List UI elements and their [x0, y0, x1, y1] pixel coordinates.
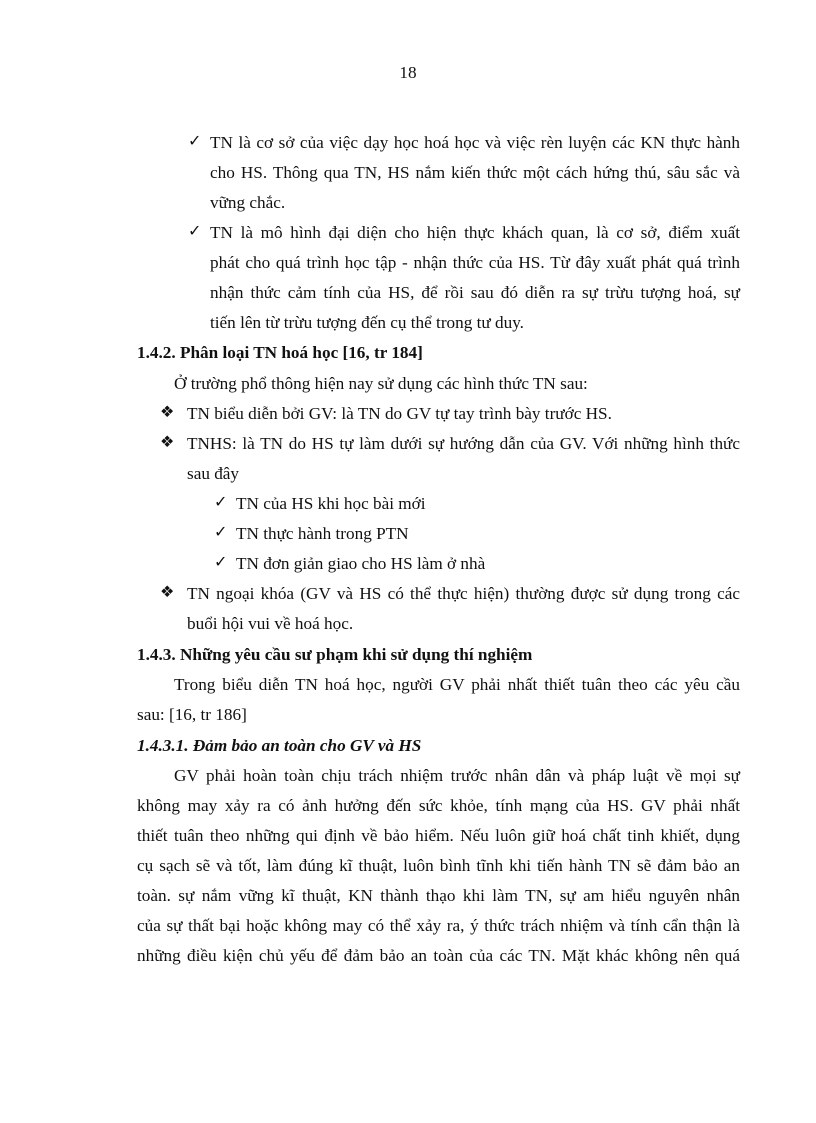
bullet-2-line-4: tiến lên từ trừu tượng đến cụ thể trong tư duy. — [210, 313, 524, 332]
checkmark-icon: ✓ — [188, 133, 202, 150]
diamond-item-2-line-2: sau đây — [187, 464, 240, 483]
sub-item-3: TN đơn giản giao cho HS làm ở nhà — [236, 554, 486, 573]
paragraph-line-1: GV phải hoàn toàn chịu trách nhiệm trước nhân dân và pháp luật về mọi sự — [174, 766, 740, 785]
bullet-1-line-1: TN là cơ sở của việc dạy học hoá học và việc rèn luyện các KN thực hành — [210, 133, 740, 152]
section-1-4-3-intro-line-1: Trong biểu diễn TN hoá học, người GV phải nhất thiết tuân theo các yêu cầu — [174, 675, 740, 694]
sub-item-1: TN của HS khi học bài mới — [236, 494, 426, 513]
checkmark-icon: ✓ — [188, 223, 202, 240]
paragraph-line-4: cụ sạch sẽ và tốt, làm đúng kĩ thuật, luôn bình tĩnh khi tiến hành TN sẽ đảm bảo an — [137, 856, 740, 875]
subsection-heading-1-4-3-1: 1.4.3.1. Đảm bảo an toàn cho GV và HS — [137, 736, 422, 755]
bullet-2-line-3: nhận thức cảm tính của HS, để rồi sau đó diễn ra sự trừu tượng hoá, sự — [210, 283, 740, 302]
diamond-item-1: TN biểu diễn bởi GV: là TN do GV tự tay trình bày trước HS. — [187, 404, 612, 423]
sub-item-2: TN thực hành trong PTN — [236, 524, 409, 543]
checkmark-icon: ✓ — [214, 494, 228, 511]
paragraph-line-7: những điều kiện chủ yếu để đảm bảo an toàn của các TN. Mặt khác không nên quá — [137, 946, 740, 965]
bullet-1-line-2: cho HS. Thông qua TN, HS nắm kiến thức một cách hứng thú, sâu sắc và — [210, 163, 740, 182]
section-1-4-2-intro: Ở trường phổ thông hiện nay sử dụng các hình thức TN sau: — [174, 374, 588, 393]
section-heading-1-4-2: 1.4.2. Phân loại TN hoá học [16, tr 184] — [137, 343, 423, 362]
paragraph-line-2: không may xảy ra có ảnh hưởng đến sức khỏe, tính mạng của HS. GV phải nhất — [137, 796, 740, 815]
page-number: 18 — [399, 63, 417, 82]
bullet-2-line-2: phát cho quá trình học tập - nhận thức của HS. Từ đây xuất phát quá trình — [210, 253, 740, 272]
paragraph-line-3: thiết tuân theo những qui định về bảo hiểm. Nếu luôn giữ hoá chất tinh khiết, dụng — [137, 826, 740, 845]
diamond-bullet-icon: ❖ — [160, 404, 175, 421]
diamond-bullet-icon: ❖ — [160, 434, 175, 451]
paragraph-line-6: của sự thất bại hoặc không may có thể xảy ra, ý thức trách nhiệm và tính cẩn thận là — [137, 916, 740, 935]
diamond-item-3-line-1: TN ngoại khóa (GV và HS có thể thực hiện) thường được sử dụng trong các — [187, 584, 740, 603]
paragraph-line-5: toàn. sự nắm vững kĩ thuật, KN thành thạo khi làm TN, sự am hiểu nguyên nhân — [137, 886, 740, 905]
section-1-4-3-intro-line-2: sau: [16, tr 186] — [137, 705, 247, 724]
diamond-item-3-line-2: buổi hội vui về hoá học. — [187, 614, 354, 633]
bullet-1-line-3: vững chắc. — [210, 193, 286, 212]
diamond-bullet-icon: ❖ — [160, 584, 175, 601]
section-heading-1-4-3: 1.4.3. Những yêu cầu sư phạm khi sử dụng thí nghiệm — [137, 645, 533, 664]
checkmark-icon: ✓ — [214, 554, 228, 571]
checkmark-icon: ✓ — [214, 524, 228, 541]
bullet-2-line-1: TN là mô hình đại diện cho hiện thực khách quan, là cơ sở, điểm xuất — [210, 223, 740, 242]
diamond-item-2-line-1: TNHS: là TN do HS tự làm dưới sự hướng dẫn của GV. Với những hình thức — [187, 434, 740, 453]
